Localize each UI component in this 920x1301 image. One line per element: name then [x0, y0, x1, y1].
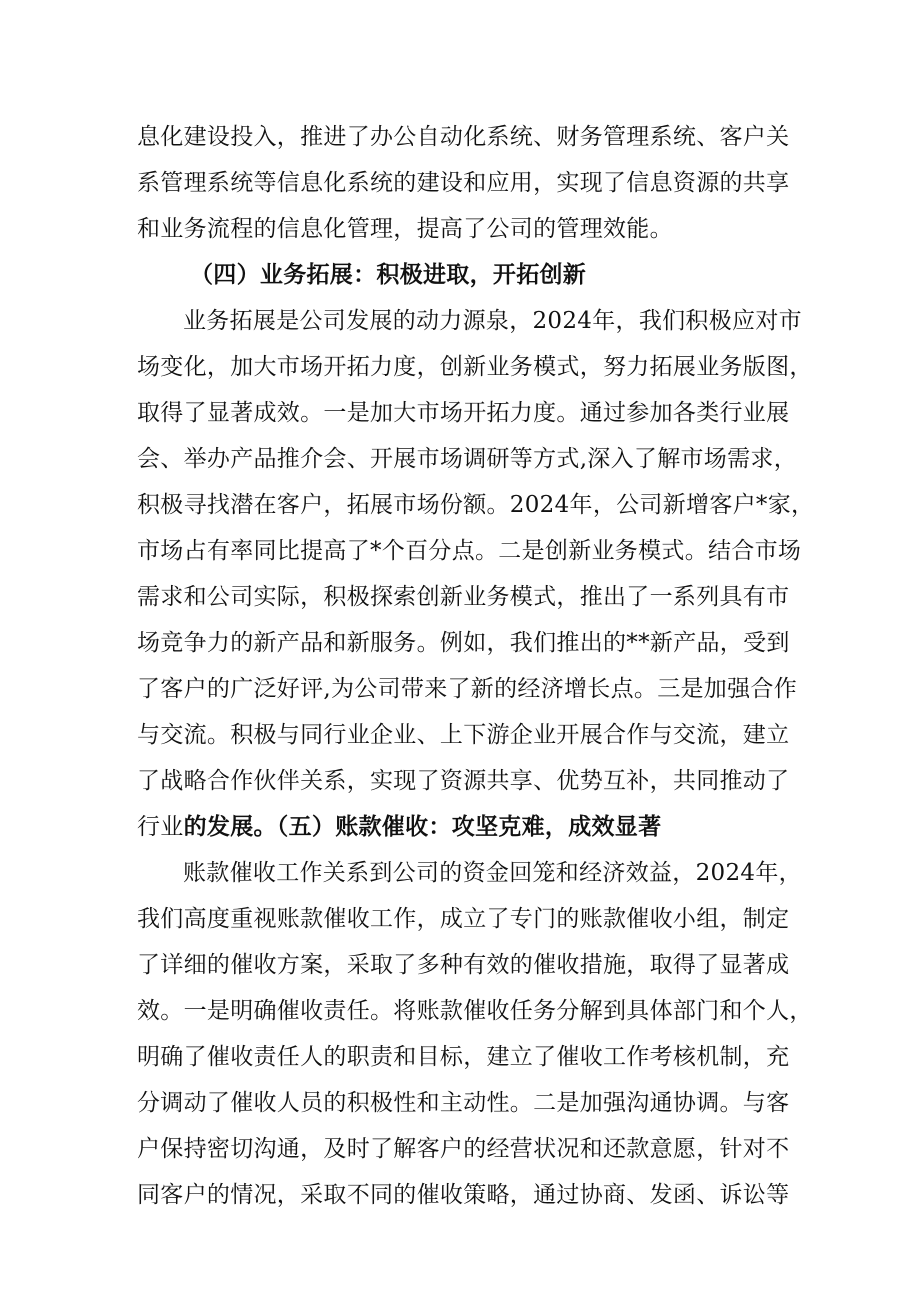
- mixed-heading-line: [137, 812, 797, 842]
- text-line: 场竞争力的新产品和新服务。例如，我们推出的**新产品，受到: [137, 630, 790, 656]
- text-line: 市场占有率同比提高了*个百分点。二是创新业务模式。结合市场: [137, 538, 802, 564]
- text-line: 了战略合作伙伴关系，实现了资源共享、优势互补，共同推动了: [137, 768, 790, 794]
- text-line: 我们高度重视账款催收工作，成立了专门的账款催收小组，制定: [137, 906, 790, 932]
- section-heading: （四）业务拓展：积极进取，开拓创新: [190, 261, 587, 288]
- text-line: 和业务流程的信息化管理，提高了公司的管理效能。: [137, 216, 673, 242]
- text-line: 会、举办产品推介会、开展市场调研等方式,深入了解市场需求，: [137, 446, 798, 472]
- text-line: 同客户的情况，采取不同的催收策略，通过协商、发函、诉讼等: [137, 1182, 790, 1208]
- text-line: 效。一是明确催收责任。将账款催收任务分解到具体部门和个人，: [137, 998, 813, 1024]
- text-line: 了客户的广泛好评,为公司带来了新的经济增长点。三是加强合作: [137, 676, 798, 702]
- text-line: 系管理系统等信息化系统的建设和应用，实现了信息资源的共享: [137, 170, 790, 196]
- text-line: 账款催收工作关系到公司的资金回笼和经济效益，2024年，: [183, 860, 802, 886]
- text-line: 场变化，加大市场开拓力度，创新业务模式，努力拓展业务版图，: [137, 354, 813, 380]
- section-heading: 的发展。（五）账款催收：攻坚克难，成效显著: [183, 813, 662, 840]
- text-line: 分调动了催收人员的积极性和主动性。二是加强沟通协调。与客: [137, 1090, 790, 1116]
- text-line: 取得了显著成效。一是加大市场开拓力度。通过参加各类行业展: [137, 400, 790, 426]
- text-line: 与交流。积极与同行业企业、上下游企业开展合作与交流，建立: [137, 722, 790, 748]
- text-line: 需求和公司实际，积极探索创新业务模式，推出了一系列具有市: [137, 584, 790, 610]
- text-run: 行业: [137, 814, 184, 840]
- text-line: 明确了催收责任人的职责和目标，建立了催收工作考核机制，充: [137, 1044, 790, 1070]
- text-line: 户保持密切沟通，及时了解客户的经营状况和还款意愿，针对不: [137, 1136, 790, 1162]
- text-line: 了详细的催收方案，采取了多种有效的催收措施，取得了显著成: [137, 952, 790, 978]
- text-line: 业务拓展是公司发展的动力源泉，2024年，我们积极应对市: [183, 308, 802, 334]
- text-line: 息化建设投入，推进了办公自动化系统、财务管理系统、客户关: [137, 124, 790, 150]
- text-line: 积极寻找潜在客户，拓展市场份额。2024年，公司新增客户*家，: [137, 492, 815, 518]
